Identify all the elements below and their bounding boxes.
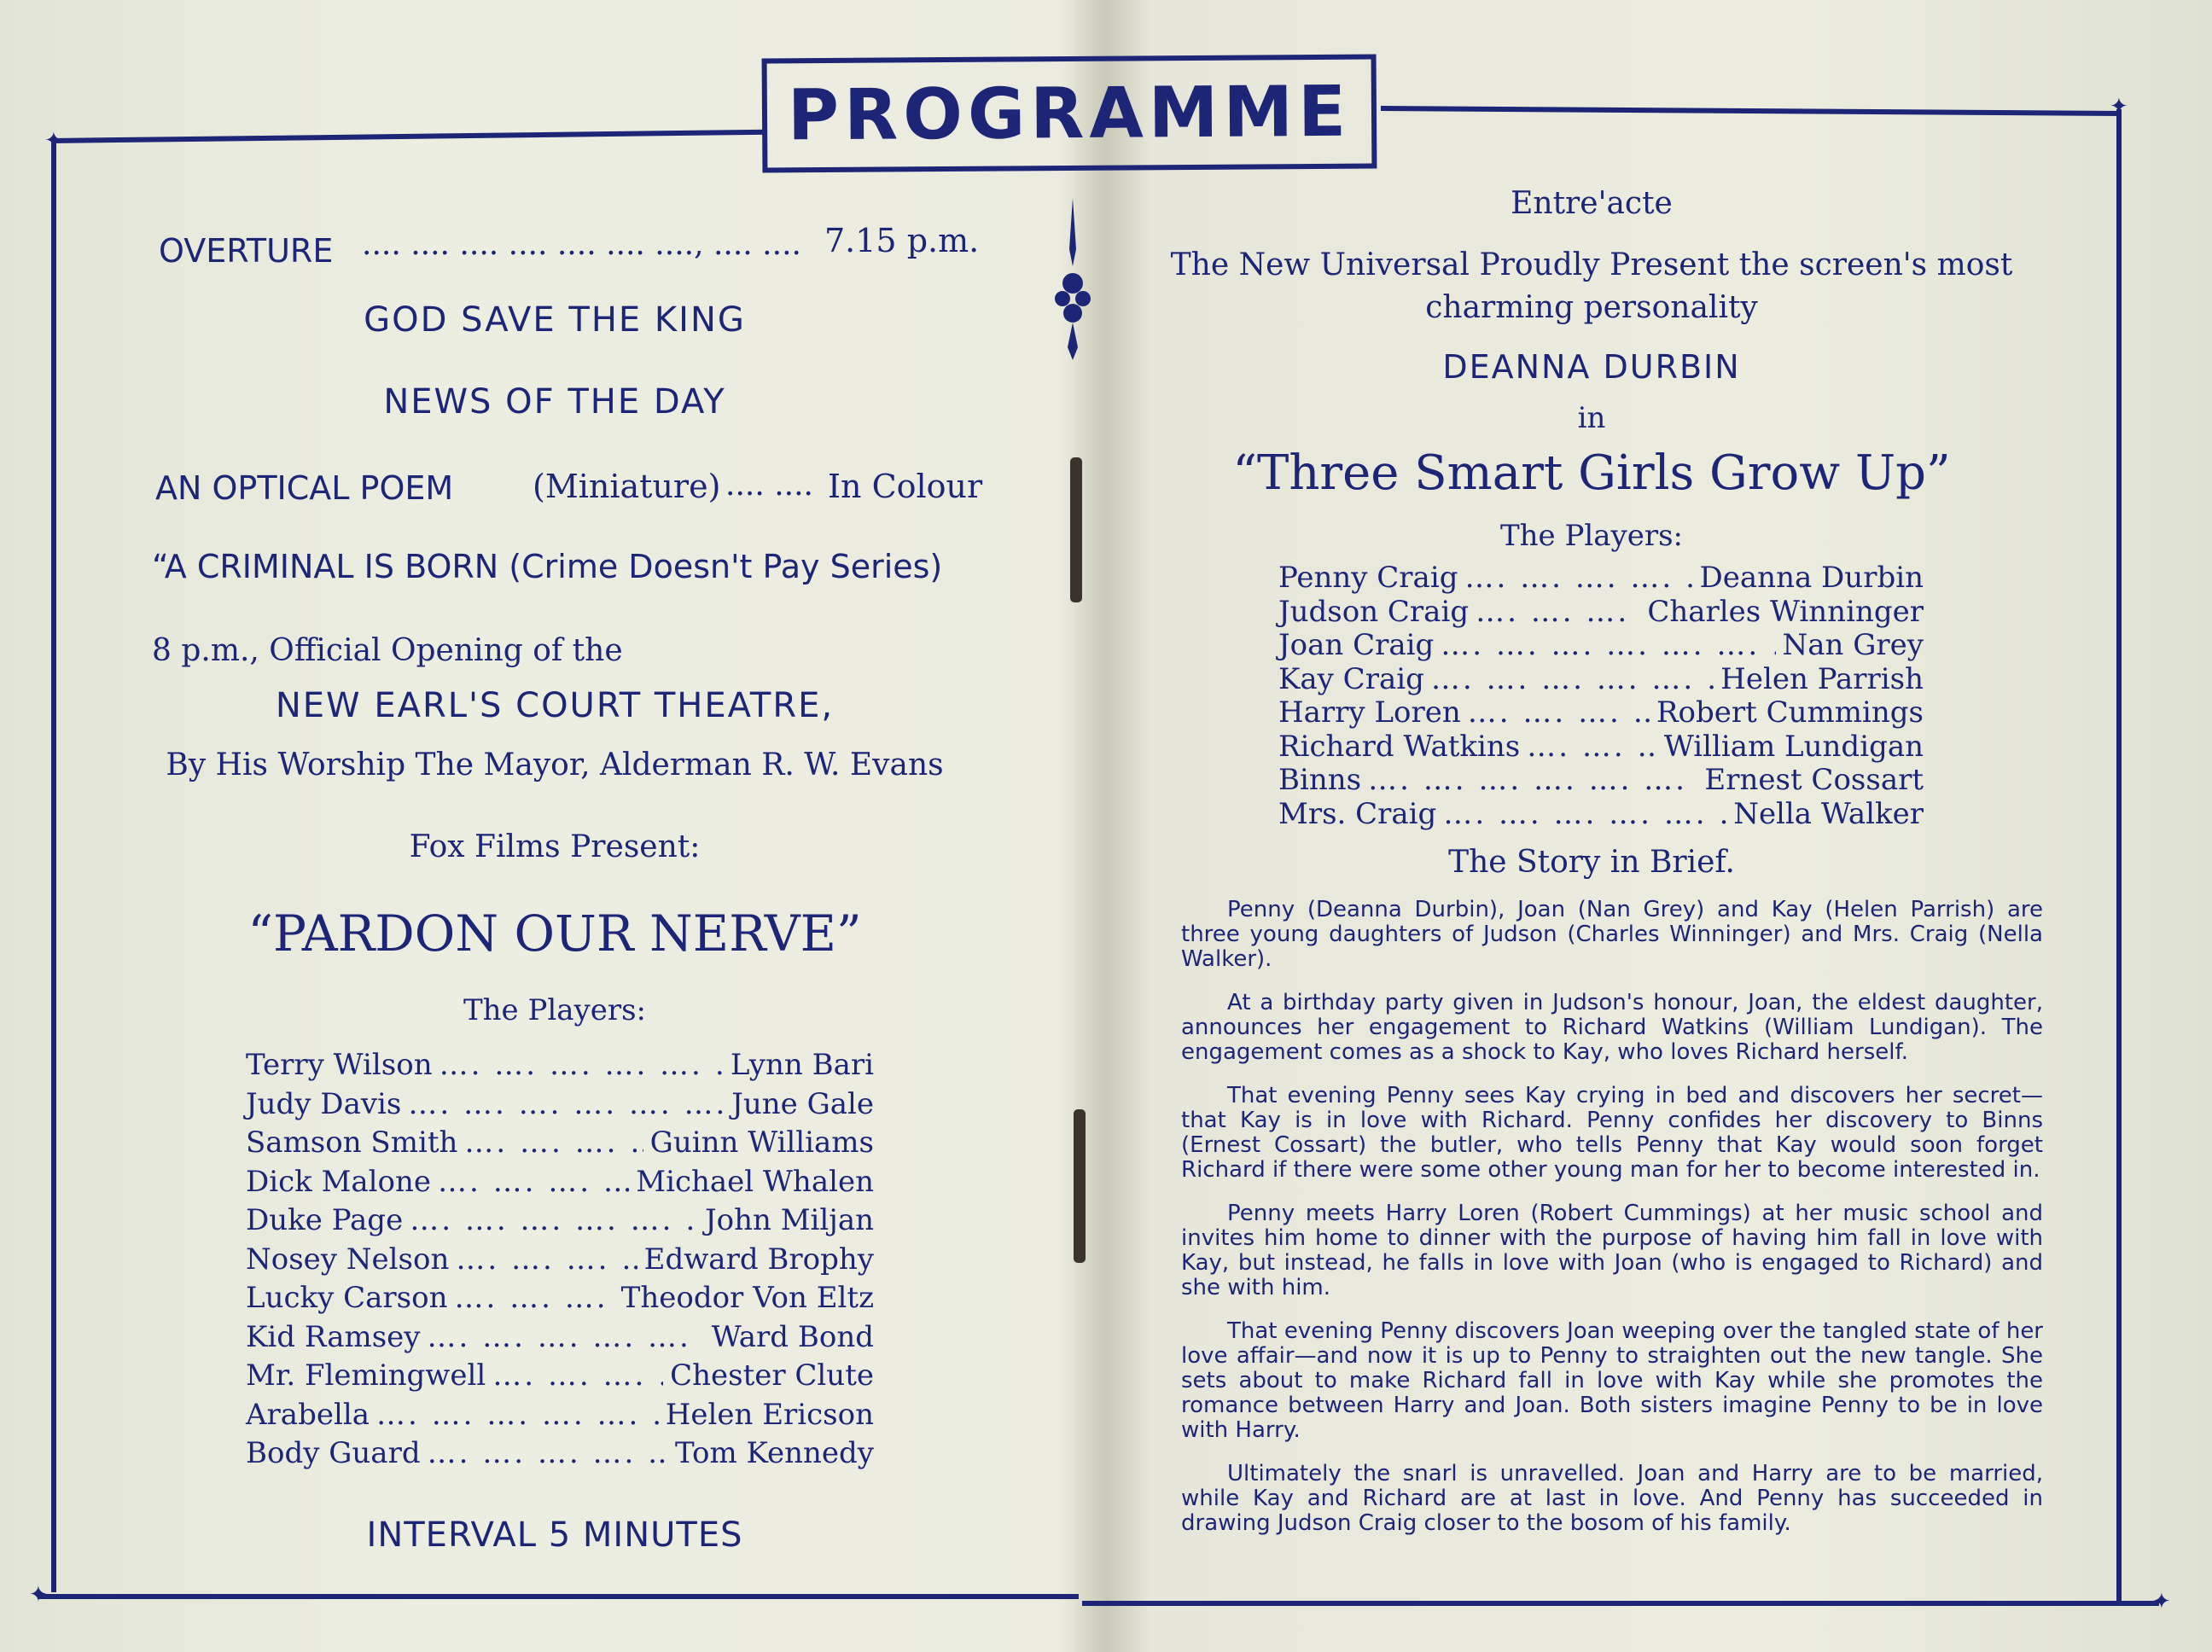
cast-row	[246, 1085, 874, 1125]
cast-role: Binns	[1278, 763, 1362, 797]
cast-actor: Helen Parrish	[1720, 661, 1924, 696]
bottom-rule-left	[38, 1594, 1079, 1599]
cast-role: Lucky Carson	[246, 1281, 448, 1315]
three-smart-girls-title: “Three Smart Girls Grow Up”	[1232, 445, 1951, 501]
cast-actor: Charles Winninger	[1647, 594, 1924, 629]
theatre-name: NEW EARL'S COURT THEATRE,	[275, 686, 835, 725]
cast-row	[246, 1434, 874, 1474]
cast-row	[1278, 696, 1924, 730]
left-players-heading: The Players:	[463, 993, 646, 1027]
corner-ornament-top-left: ✦	[44, 128, 63, 154]
cast-role: Dick Malone	[246, 1164, 432, 1199]
left-rule	[51, 142, 56, 1592]
cast-actor: Ernest Cossart	[1704, 763, 1924, 797]
cast-actor: Guinn Williams	[649, 1126, 874, 1160]
overture-label: OVERTURE	[159, 232, 334, 270]
story-paragraph: Penny meets Harry Loren (Robert Cummings) at her music school and invites him home to dinner with the purpose of having him fall in love with Kay, but instead, he falls in love with Joan (who is engaged to Richard) and she with him.	[1181, 1201, 2043, 1300]
cast-role: Body Guard	[246, 1436, 421, 1470]
cast-actor: Helen Ericson	[665, 1397, 874, 1432]
cast-row	[246, 1318, 874, 1358]
cast-row	[1278, 596, 1924, 630]
story-paragraph: At a birthday party given in Judson's honour, Joan, the eldest daughter, announces her engagement to Richard Watkins (William Lundigan). The engagement comes as a shock to Kay, who loves Richard herself.	[1181, 990, 2043, 1065]
binding-stitch-bottom	[1074, 1109, 1086, 1263]
fleuron-ornament	[1051, 198, 1094, 360]
cast-row	[246, 1201, 874, 1241]
cast-actor: Chester Clute	[670, 1358, 874, 1393]
cast-role: Judson Craig	[1278, 594, 1470, 629]
universal-present-line2: charming personality	[1425, 290, 1758, 325]
cast-row	[246, 1396, 874, 1435]
cast-row	[1278, 663, 1924, 697]
bottom-rule-right	[1082, 1601, 2159, 1606]
cast-row	[246, 1046, 874, 1085]
cast-role: Mr. Flemingwell	[246, 1358, 486, 1393]
cast-role: Nosey Nelson	[246, 1242, 450, 1277]
cast-row	[246, 1279, 874, 1318]
news-of-the-day: NEWS OF THE DAY	[383, 382, 726, 422]
opening-time: 8 p.m., Official Opening of the	[152, 633, 623, 668]
cast-row	[1278, 561, 1924, 596]
right-rule	[2116, 109, 2122, 1601]
mayor-line: By His Worship The Mayor, Alderman R. W. Evans	[166, 747, 944, 782]
optical-poem-colour: In Colour	[828, 468, 983, 505]
programme-title-box	[762, 54, 1377, 172]
optical-poem-dots: .... ....	[725, 468, 813, 503]
optical-poem-title: AN OPTICAL POEM	[155, 469, 454, 507]
star-name: DEANNA DURBIN	[1442, 348, 1741, 386]
cast-role: Kay Craig	[1278, 661, 1424, 696]
cast-row	[1278, 629, 1924, 663]
cast-role: Arabella	[246, 1397, 370, 1432]
cast-row	[1278, 798, 1924, 832]
fox-films-present: Fox Films Present:	[409, 829, 701, 864]
cast-actor: Nan Grey	[1782, 628, 1924, 662]
optical-poem-note: (Miniature)	[533, 468, 721, 505]
interval-notice: INTERVAL 5 MINUTES	[366, 1515, 743, 1555]
cast-row	[246, 1241, 874, 1280]
cast-role: Terry Wilson	[246, 1048, 433, 1082]
cast-role: Penny Craig	[1278, 561, 1458, 595]
overture-dots: .... .... .... .... .... .... ...., .... ....	[362, 227, 801, 262]
cast-row	[1278, 764, 1924, 798]
cast-actor: William Lundigan	[1663, 729, 1924, 764]
cast-actor: Nella Walker	[1733, 796, 1924, 831]
cast-role: Judy Davis	[246, 1086, 402, 1121]
cast-actor: Theodor Von Eltz	[620, 1281, 874, 1315]
cast-role: Duke Page	[246, 1203, 404, 1237]
cast-actor: Robert Cummings	[1656, 695, 1924, 730]
entracte: Entre'acte	[1511, 186, 1673, 221]
cast-row	[246, 1357, 874, 1396]
god-save-the-king: GOD SAVE THE KING	[364, 300, 746, 340]
three-smart-girls-cast-list	[1278, 561, 1924, 831]
cast-role: Joan Craig	[1278, 628, 1435, 662]
cast-actor: Deanna Durbin	[1699, 561, 1924, 595]
cast-role: Mrs. Craig	[1278, 796, 1437, 831]
programme-title: PROGRAMME	[787, 71, 1352, 156]
cast-role: Richard Watkins	[1278, 729, 1521, 764]
overture-time: 7.15 p.m.	[824, 222, 980, 259]
universal-present-line1: The New Universal Proudly Present the screen's most	[1170, 247, 2013, 282]
cast-row	[1278, 730, 1924, 765]
top-rule-right	[1381, 106, 2120, 116]
cast-row	[246, 1163, 874, 1202]
corner-ornament-bottom-right: ✦	[2152, 1589, 2171, 1614]
in-word: in	[1577, 401, 1606, 435]
pardon-cast-list	[246, 1046, 874, 1474]
right-players-heading: The Players:	[1499, 519, 1683, 553]
story-heading: The Story in Brief.	[1448, 845, 1735, 880]
story-in-brief	[1181, 898, 2043, 1555]
story-paragraph: Penny (Deanna Durbin), Joan (Nan Grey) and Kay (Helen Parrish) are three young daughters of Judson (Charles Winninger) and Mrs. Craig (Nella Walker).	[1181, 897, 2043, 972]
cast-row	[246, 1124, 874, 1163]
cast-role: Harry Loren	[1278, 695, 1461, 730]
corner-ornament-top-right: ✦	[2110, 94, 2128, 119]
cast-actor: Edward Brophy	[643, 1242, 874, 1277]
top-rule-left	[51, 130, 765, 143]
cast-role: Kid Ramsey	[246, 1319, 421, 1354]
pardon-our-nerve-title: “PARDON OUR NERVE”	[247, 905, 862, 963]
story-paragraph: That evening Penny sees Kay crying in bed and discovers her secret—that Kay is in love with Richard. Penny confides her discovery to Binns (Ernest Cossart) the butler, who tells Penny that Kay would soon forget Richard if there were some other young man for her to become interested in.	[1181, 1083, 2043, 1183]
criminal-is-born: “A CRIMINAL IS BORN (Crime Doesn't Pay Series)	[152, 548, 943, 585]
corner-ornament-bottom-left: ✦	[29, 1582, 48, 1608]
cast-actor: Lynn Bari	[730, 1048, 874, 1082]
cast-actor: June Gale	[731, 1086, 874, 1121]
story-paragraph: Ultimately the snarl is unravelled. Joan and Harry are to be married, while Kay and Richard are at last in love. And Penny has succeeded in drawing Judson Craig closer to the bosom of his family.	[1181, 1461, 2043, 1536]
cast-actor: Tom Kennedy	[674, 1436, 874, 1470]
cast-actor: Michael Whalen	[636, 1164, 874, 1199]
cast-actor: Ward Bond	[711, 1319, 874, 1354]
story-paragraph: That evening Penny discovers Joan weeping over the tangled state of her love affair—and now it is up to Penny to straighten out the new tangle. She sets about to make Richard fall in love with Kay while she promotes the romance between Harry and Joan. Both sisters imagine Penny to be in love with Harry.	[1181, 1318, 2043, 1443]
cast-role: Samson Smith	[246, 1126, 458, 1160]
binding-stitch-top	[1070, 457, 1082, 602]
cast-actor: John Miljan	[705, 1203, 874, 1237]
